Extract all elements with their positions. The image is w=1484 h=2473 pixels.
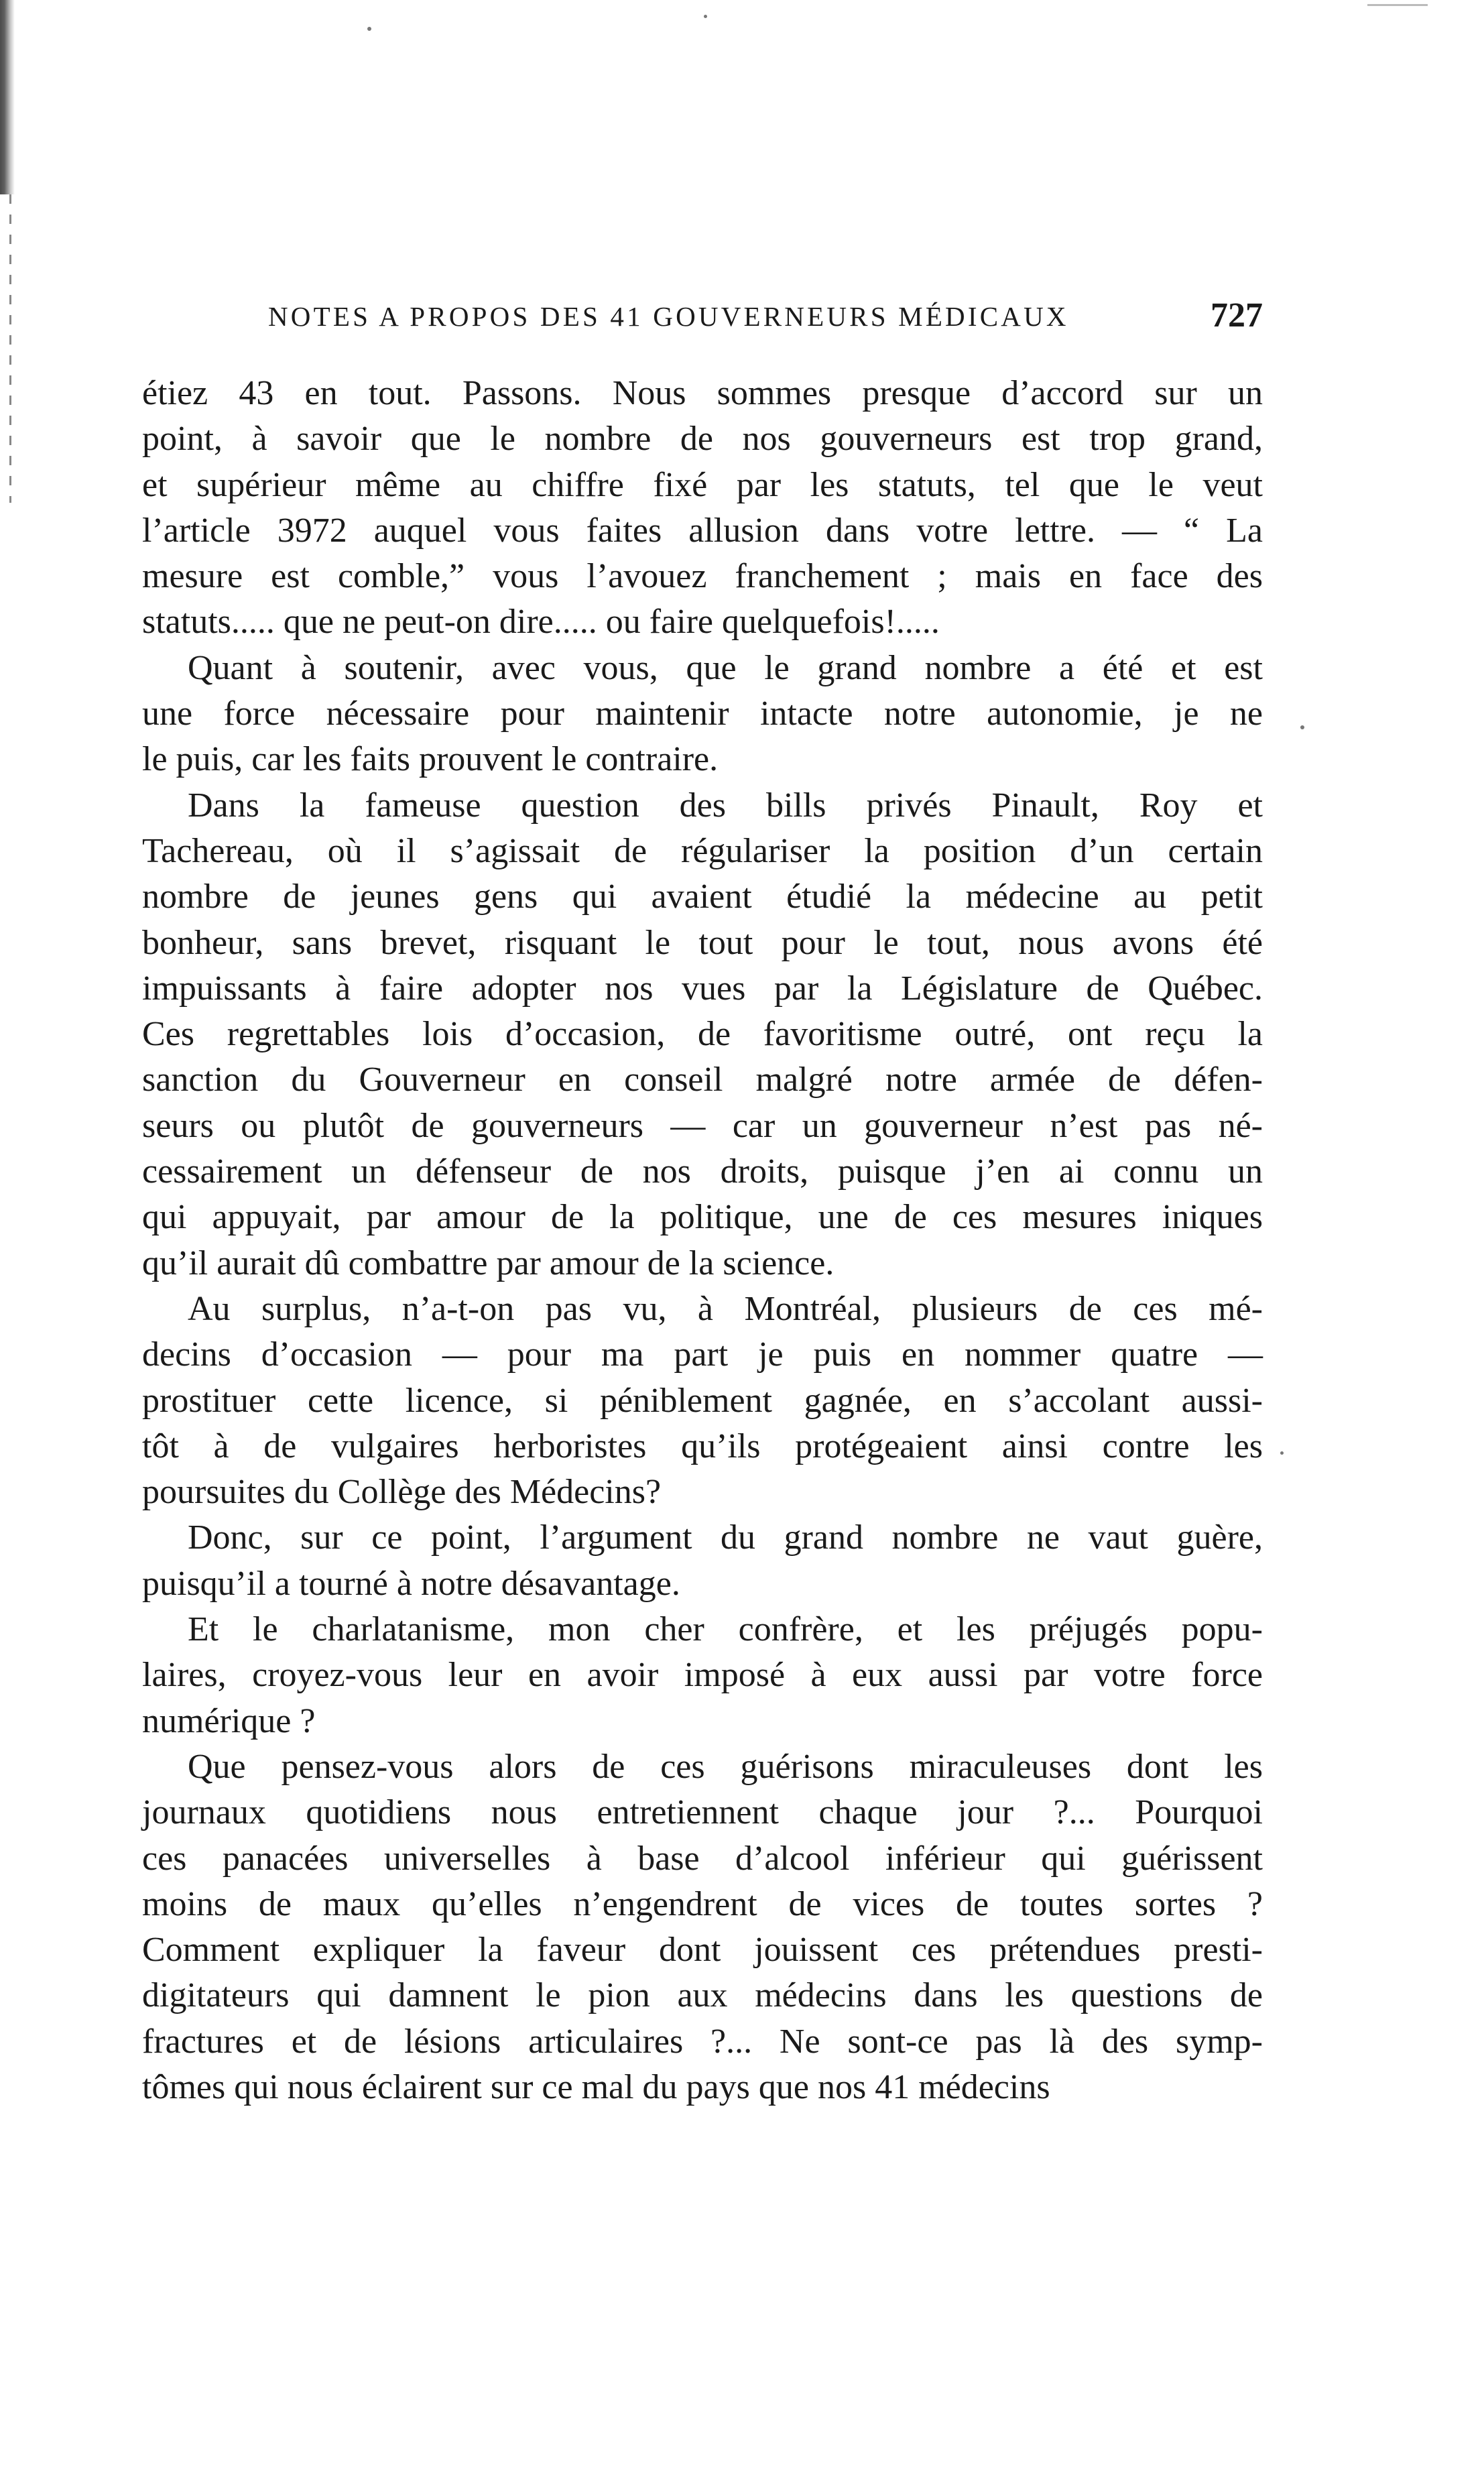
text-line: fractures et de lésions articulaires ?... Ne sont-ce pas là des symp- bbox=[142, 2022, 1263, 2061]
paragraph bbox=[142, 1515, 1263, 1607]
text-line: le puis, car les faits prouvent le contraire. bbox=[142, 740, 719, 779]
scan-speck bbox=[1367, 4, 1428, 6]
text-line: une force nécessaire pour maintenir intacte notre autonomie, je ne bbox=[142, 695, 1263, 733]
text-line: nombre de jeunes gens qui avaient étudié la médecine au petit bbox=[142, 878, 1263, 916]
text-line: statuts..... que ne peut-on dire..... ou faire quelquefois!..... bbox=[142, 603, 940, 642]
paragraph bbox=[142, 1607, 1263, 1744]
scan-speck bbox=[1300, 725, 1304, 729]
text-line: puisqu’il a tourné à notre désavantage. bbox=[142, 1564, 680, 1603]
binding-edge bbox=[9, 194, 11, 503]
scan-speck bbox=[1280, 1451, 1284, 1455]
text-line: l’article 3972 auquel vous faites allusion dans votre lettre. — “ La bbox=[142, 511, 1263, 550]
text-line: Et le charlatanisme, mon cher confrère, et les préjugés popu- bbox=[188, 1610, 1263, 1649]
paragraph bbox=[142, 371, 1263, 646]
text-line: seurs ou plutôt de gouverneurs — car un gouverneur n’est pas né- bbox=[142, 1106, 1263, 1145]
paragraph bbox=[142, 1744, 1263, 2110]
text-line: Que pensez-vous alors de ces guérisons miraculeuses dont les bbox=[188, 1747, 1263, 1786]
page-number: 727 bbox=[1211, 296, 1263, 335]
text-line: journaux quotidiens nous entretiennent chaque jour ?... Pourquoi bbox=[142, 1793, 1263, 1832]
text-line: Quant à soutenir, avec vous, que le grand nombre a été et est bbox=[188, 648, 1263, 687]
scan-speck bbox=[704, 15, 707, 18]
text-line: poursuites du Collège des Médecins? bbox=[142, 1473, 662, 1512]
paragraph bbox=[142, 646, 1263, 783]
paragraph bbox=[142, 783, 1263, 1286]
text-line: Ces regrettables lois d’occasion, de favoritisme outré, ont reçu la bbox=[142, 1015, 1263, 1054]
text-line: Dans la fameuse question des bills privés Pinault, Roy et bbox=[188, 786, 1263, 825]
text-line: bonheur, sans brevet, risquant le tout pour le tout, nous avons été bbox=[142, 923, 1263, 962]
text-line: laires, croyez-vous leur en avoir imposé à eux aussi par votre force bbox=[142, 1656, 1263, 1695]
body-text bbox=[142, 371, 1263, 2110]
text-line: sanction du Gouverneur en conseil malgré notre armée de défen- bbox=[142, 1061, 1263, 1099]
text-line: point, à savoir que le nombre de nos gouverneurs est trop grand, bbox=[142, 420, 1263, 459]
text-line: numérique ? bbox=[142, 1701, 316, 1740]
text-line: et supérieur même au chiffre fixé par les statuts, tel que le veut bbox=[142, 465, 1263, 504]
paragraph bbox=[142, 1286, 1263, 1515]
text-line: prostituer cette licence, si péniblement gagnée, en s’accolant aussi- bbox=[142, 1381, 1263, 1420]
text-line: étiez 43 en tout. Passons. Nous sommes presque d’accord sur un bbox=[142, 374, 1263, 412]
running-title: NOTES A PROPOS DES 41 GOUVERNEURS MÉDICAUX bbox=[268, 301, 1069, 332]
text-line: Au surplus, n’a-t-on pas vu, à Montréal, plusieurs de ces mé- bbox=[188, 1289, 1263, 1328]
text-line: moins de maux qu’elles n’engendrent de vices de toutes sortes ? bbox=[142, 1884, 1263, 1923]
text-line: Donc, sur ce point, l’argument du grand nombre ne vaut guère, bbox=[188, 1518, 1263, 1557]
text-line: Tachereau, où il s’agissait de régulariser la position d’un certain bbox=[142, 831, 1263, 870]
text-line: tôt à de vulgaires herboristes qu’ils protégeaient ainsi contre les bbox=[142, 1427, 1263, 1465]
text-line: ces panacées universelles à base d’alcool inférieur qui guérissent bbox=[142, 1839, 1263, 1878]
text-line: decins d’occasion — pour ma part je puis en nommer quatre — bbox=[142, 1335, 1263, 1374]
page-header bbox=[268, 294, 1263, 341]
text-line: cessairement un défenseur de nos droits, puisque j’en ai connu un bbox=[142, 1152, 1263, 1191]
text-line: mesure est comble,” vous l’avouez franchement ; mais en face des bbox=[142, 557, 1263, 596]
text-line: qu’il aurait dû combattre par amour de la science. bbox=[142, 1244, 834, 1282]
text-line: digitateurs qui damnent le pion aux médecins dans les questions de bbox=[142, 1976, 1263, 2015]
binding-shadow bbox=[0, 0, 15, 194]
text-line: qui appuyait, par amour de la politique, une de ces mesures iniques bbox=[142, 1198, 1263, 1237]
scan-speck bbox=[367, 27, 371, 31]
text-line: tômes qui nous éclairent sur ce mal du pays que nos 41 médecins bbox=[142, 2067, 1050, 2106]
text-line: impuissants à faire adopter nos vues par la Législature de Québec. bbox=[142, 969, 1263, 1008]
text-line: Comment expliquer la faveur dont jouissent ces prétendues presti- bbox=[142, 1931, 1263, 1970]
